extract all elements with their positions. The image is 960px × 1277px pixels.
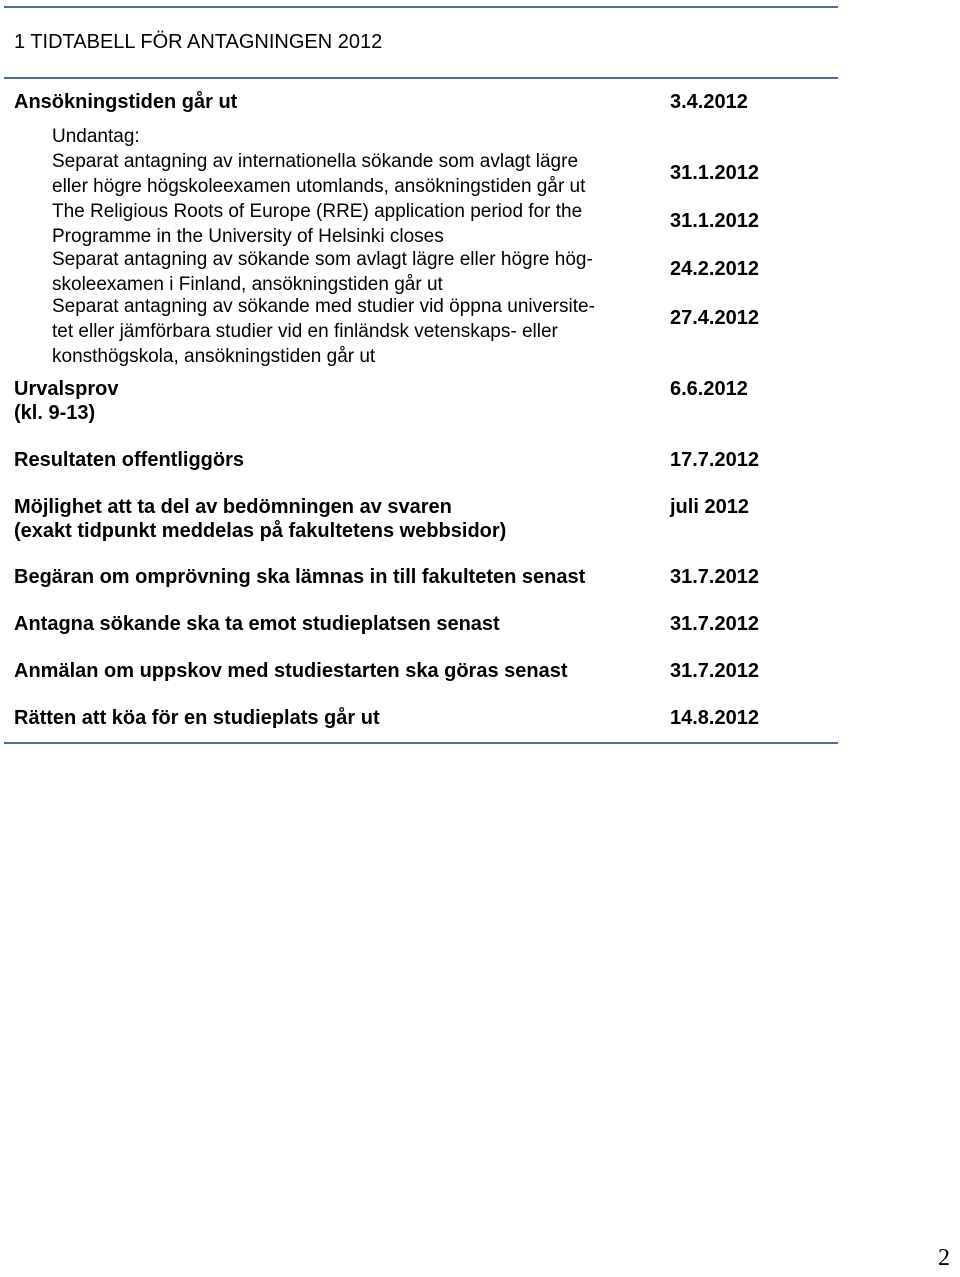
results-date: 17.7.2012 [670,449,759,471]
page-number: 2 [938,1245,950,1271]
application-date: 3.4.2012 [670,91,748,113]
exception-4-date: 27.4.2012 [670,307,759,329]
exception-2-line-1: The Religious Roots of Europe (RRE) application period for the [52,201,583,222]
accept-label: Antagna sökande ska ta emot studieplatsen senast [14,613,500,635]
exception-2-date: 31.1.2012 [670,210,759,232]
header-rule [4,77,838,79]
exceptions-heading: Undantag: [52,126,140,147]
top-rule [4,6,838,8]
review-label: Begäran om omprövning ska lämnas in till fakulteten senast [14,566,586,588]
exam-time: (kl. 9-13) [14,402,96,424]
queue-label: Rätten att köa för en studieplats går ut [14,707,380,729]
application-label: Ansökningstiden går ut [14,91,238,113]
assessment-date: juli 2012 [670,496,749,518]
review-date: 31.7.2012 [670,566,759,588]
exception-3-line-1: Separat antagning av sökande som avlagt lägre eller högre hög- [52,249,593,270]
queue-date: 14.8.2012 [670,707,759,729]
page-title: 1 TIDTABELL FÖR ANTAGNINGEN 2012 [14,31,383,53]
exception-1-line-1: Separat antagning av internationella sökande som avlagt lägre [52,151,579,172]
results-label: Resultaten offentliggörs [14,449,245,471]
exception-2-line-2: Programme in the University of Helsinki closes [52,226,444,247]
exception-1-date: 31.1.2012 [670,162,759,184]
exception-4-line-2: tet eller jämförbara studier vid en finländsk vetenskaps- eller [52,321,558,342]
deferral-label: Anmälan om uppskov med studiestarten ska göras senast [14,660,568,682]
exam-date: 6.6.2012 [670,378,748,400]
deferral-date: 31.7.2012 [670,660,759,682]
exception-1-line-2: eller högre högskoleexamen utomlands, ansökningstiden går ut [52,176,586,197]
assessment-label: Möjlighet att ta del av bedömningen av svaren [14,496,452,518]
assessment-note: (exakt tidpunkt meddelas på fakultetens webbsidor) [14,520,507,542]
exception-3-date: 24.2.2012 [670,258,759,280]
exception-4-line-3: konsthögskola, ansökningstiden går ut [52,346,376,367]
exception-3-line-2: skoleexamen i Finland, ansökningstiden går ut [52,274,443,295]
accept-date: 31.7.2012 [670,613,759,635]
bottom-rule [4,742,838,744]
exception-4-line-1: Separat antagning av sökande med studier vid öppna universite- [52,296,595,317]
exam-label: Urvalsprov [14,378,119,400]
